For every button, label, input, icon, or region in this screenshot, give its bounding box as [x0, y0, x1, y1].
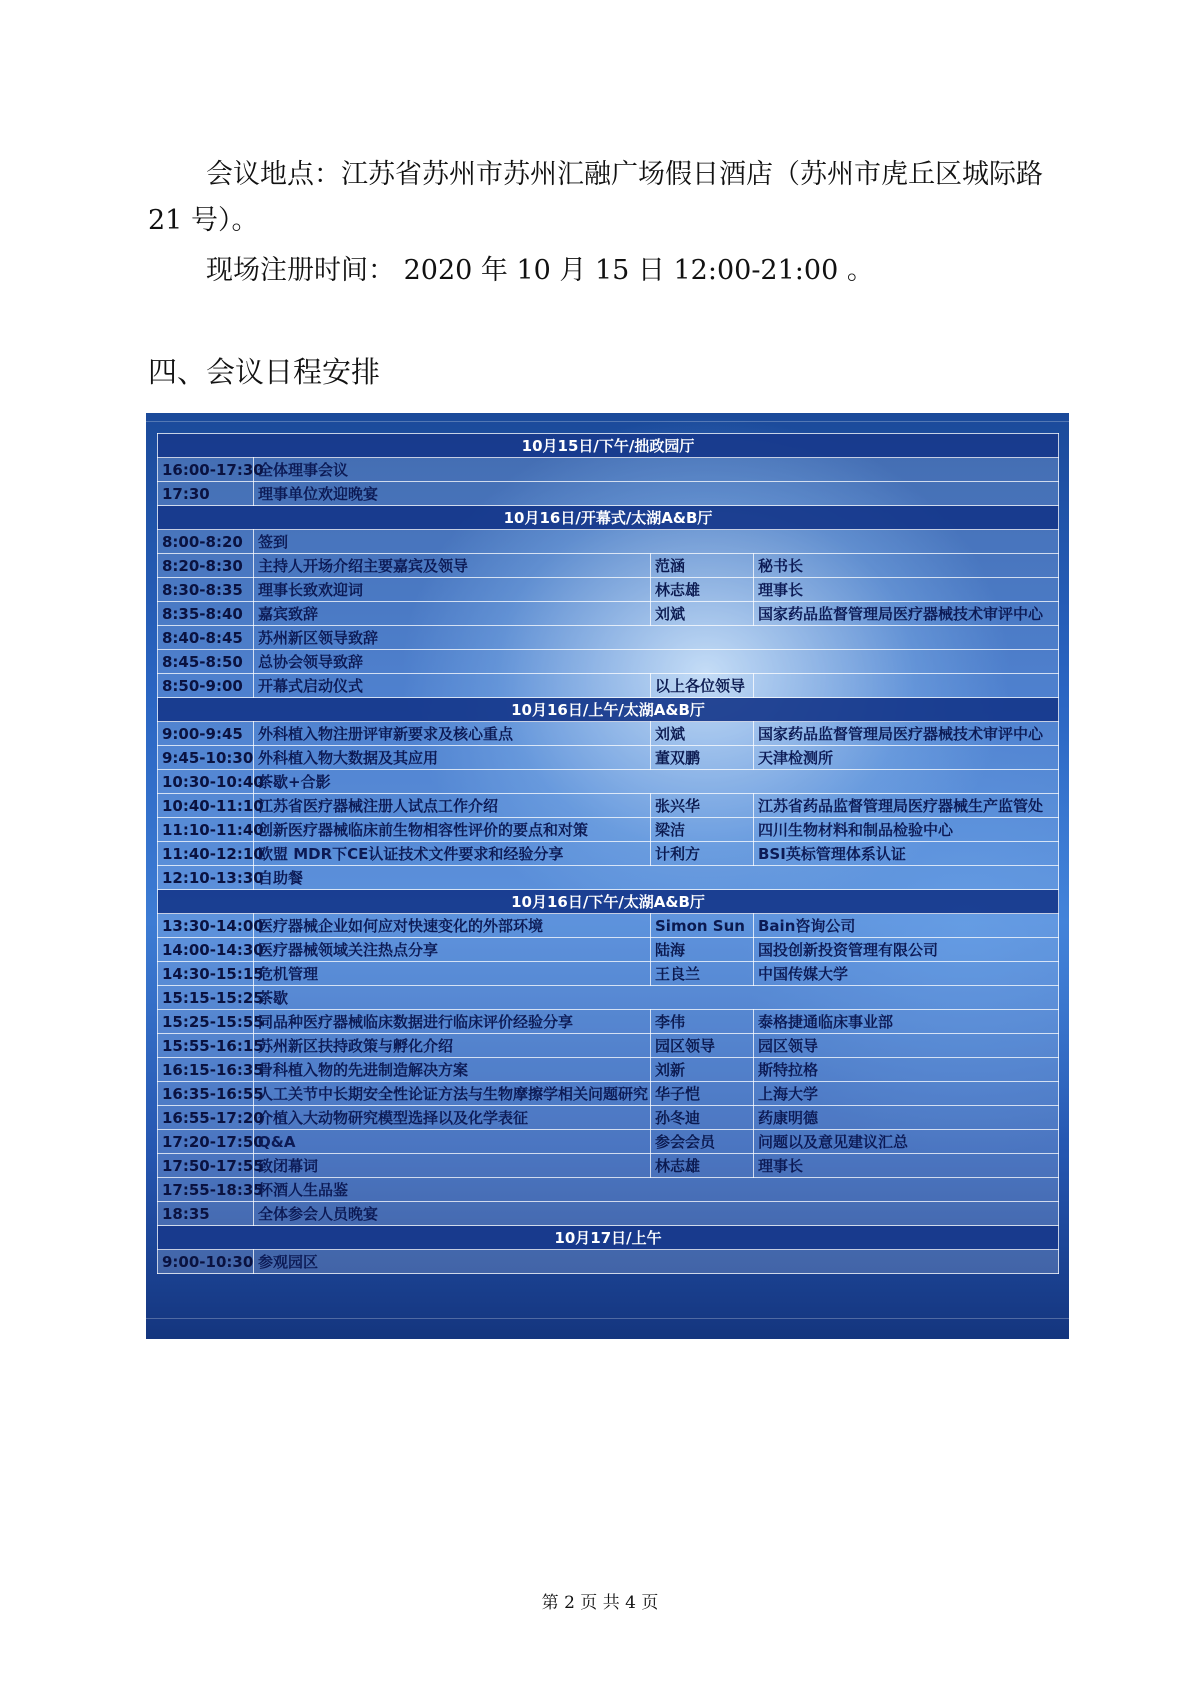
topic-cell: 杯酒人生品鉴 [254, 1178, 1059, 1202]
registration-paragraph: 现场注册时间： 2020 年 10 月 15 日 12:00-21:00 。 [206, 255, 874, 286]
schedule-section-header [158, 434, 1059, 458]
org-cell: 斯特拉格 [754, 1058, 1059, 1082]
time-cell: 15:25-15:55 [158, 1010, 254, 1034]
time-cell: 8:45-8:50 [158, 650, 254, 674]
table-row [158, 1058, 1059, 1082]
org-cell: Bain咨询公司 [754, 914, 1059, 938]
table-row [158, 458, 1059, 482]
speaker-cell: 刘新 [651, 1058, 754, 1082]
topic-cell: 自助餐 [254, 866, 1059, 890]
speaker-cell: 陆海 [651, 938, 754, 962]
org-cell: 上海大学 [754, 1082, 1059, 1106]
topic-cell: 主持人开场介绍主要嘉宾及领导 [254, 554, 651, 578]
time-cell: 9:45-10:30 [158, 746, 254, 770]
time-cell: 8:20-8:30 [158, 554, 254, 578]
time-cell: 16:55-17:20 [158, 1106, 254, 1130]
speaker-cell: 梁洁 [651, 818, 754, 842]
time-cell: 16:35-16:55 [158, 1082, 254, 1106]
time-cell: 14:30-15:15 [158, 962, 254, 986]
org-cell: 秘书长 [754, 554, 1059, 578]
schedule-section-header [158, 890, 1059, 914]
table-row [158, 1250, 1059, 1274]
topic-cell: 创新医疗器械临床前生物相容性评价的要点和对策 [254, 818, 651, 842]
speaker-cell: 董双鹏 [651, 746, 754, 770]
topic-cell: 理事单位欢迎晚宴 [254, 482, 1059, 506]
table-row [158, 746, 1059, 770]
time-cell: 11:10-11:40 [158, 818, 254, 842]
section-title: 四、会议日程安排 [148, 355, 381, 389]
table-row [158, 530, 1059, 554]
time-cell: 10:40-11:10 [158, 794, 254, 818]
topic-cell: 介植入大动物研究模型选择以及化学表征 [254, 1106, 651, 1130]
org-cell: 中国传媒大学 [754, 962, 1059, 986]
topic-cell: 全体参会人员晚宴 [254, 1202, 1059, 1226]
table-row [158, 602, 1059, 626]
org-cell: BSI英标管理体系认证 [754, 842, 1059, 866]
time-cell: 14:00-14:30 [158, 938, 254, 962]
org-cell: 四川生物材料和制品检验中心 [754, 818, 1059, 842]
topic-cell: 签到 [254, 530, 1059, 554]
topic-cell: 总协会领导致辞 [254, 650, 1059, 674]
topic-cell: 人工关节中长期安全性论证方法与生物摩擦学相关问题研究 [254, 1082, 651, 1106]
topic-cell: 江苏省医疗器械注册人试点工作介绍 [254, 794, 651, 818]
org-cell: 国家药品监督管理局医疗器械技术审评中心 [754, 722, 1059, 746]
venue-paragraph: 会议地点：江苏省苏州市苏州汇融广场假日酒店（苏州市虎丘区城际路 21 号）。 [148, 159, 1043, 236]
topic-cell: 理事长致欢迎词 [254, 578, 651, 602]
table-row [158, 1178, 1059, 1202]
speaker-cell: 刘斌 [651, 722, 754, 746]
table-row [158, 1082, 1059, 1106]
table-row [158, 674, 1059, 698]
org-cell: 理事长 [754, 578, 1059, 602]
org-cell: 泰格捷通临床事业部 [754, 1010, 1059, 1034]
table-row [158, 914, 1059, 938]
table-row [158, 1202, 1059, 1226]
topic-cell: 骨科植入物的先进制造解决方案 [254, 1058, 651, 1082]
time-cell: 9:00-10:30 [158, 1250, 254, 1274]
time-cell: 8:50-9:00 [158, 674, 254, 698]
speaker-cell: 范涵 [651, 554, 754, 578]
time-cell: 10:30-10:40 [158, 770, 254, 794]
speaker-cell: 王良兰 [651, 962, 754, 986]
speaker-cell: 华子恺 [651, 1082, 754, 1106]
topic-cell: 同品种医疗器械临床数据进行临床评价经验分享 [254, 1010, 651, 1034]
time-cell: 17:50-17:55 [158, 1154, 254, 1178]
speaker-cell: 园区领导 [651, 1034, 754, 1058]
org-cell: 药康明德 [754, 1106, 1059, 1130]
schedule-image [146, 413, 1069, 1339]
org-cell: 理事长 [754, 1154, 1059, 1178]
table-row [158, 482, 1059, 506]
table-row [158, 1010, 1059, 1034]
table-row [158, 1034, 1059, 1058]
topic-cell: 外科植入物大数据及其应用 [254, 746, 651, 770]
time-cell: 16:15-16:35 [158, 1058, 254, 1082]
topic-cell: 全体理事会议 [254, 458, 1059, 482]
table-row [158, 554, 1059, 578]
org-cell: 天津检测所 [754, 746, 1059, 770]
time-cell: 17:20-17:50 [158, 1130, 254, 1154]
topic-cell: 医疗器械领域关注热点分享 [254, 938, 651, 962]
time-cell: 8:40-8:45 [158, 626, 254, 650]
section-header-label: 10月15日/下午/拙政园厅 [158, 434, 1059, 458]
speaker-cell: 林志雄 [651, 578, 754, 602]
table-row [158, 626, 1059, 650]
time-cell: 15:15-15:25 [158, 986, 254, 1010]
table-row [158, 842, 1059, 866]
time-cell: 8:00-8:20 [158, 530, 254, 554]
speaker-cell: 张兴华 [651, 794, 754, 818]
table-row [158, 938, 1059, 962]
speaker-cell: 李伟 [651, 1010, 754, 1034]
topic-cell: 致闭幕词 [254, 1154, 651, 1178]
schedule-section-header [158, 1226, 1059, 1250]
table-row [158, 818, 1059, 842]
table-row [158, 794, 1059, 818]
topic-cell: 开幕式启动仪式 [254, 674, 651, 698]
org-cell: 问题以及意见建议汇总 [754, 1130, 1059, 1154]
topic-cell: 外科植入物注册评审新要求及核心重点 [254, 722, 651, 746]
speaker-cell: 孙冬迪 [651, 1106, 754, 1130]
table-row [158, 962, 1059, 986]
topic-cell: 茶歇 [254, 986, 1059, 1010]
time-cell: 8:35-8:40 [158, 602, 254, 626]
topic-cell: 危机管理 [254, 962, 651, 986]
topic-cell: 茶歇+合影 [254, 770, 1059, 794]
topic-cell: 欧盟 MDR下CE认证技术文件要求和经验分享 [254, 842, 651, 866]
time-cell: 17:30 [158, 482, 254, 506]
table-row [158, 578, 1059, 602]
schedule-section-header [158, 698, 1059, 722]
table-row [158, 1106, 1059, 1130]
section-header-label: 10月17日/上午 [158, 1226, 1059, 1250]
org-cell [754, 674, 1059, 698]
topic-cell: 参观园区 [254, 1250, 1059, 1274]
schedule-table [157, 433, 1059, 1274]
time-cell: 16:00-17:30 [158, 458, 254, 482]
speaker-cell: 以上各位领导 [651, 674, 754, 698]
topic-cell: 嘉宾致辞 [254, 602, 651, 626]
table-row [158, 986, 1059, 1010]
org-cell: 园区领导 [754, 1034, 1059, 1058]
speaker-cell: 刘斌 [651, 602, 754, 626]
page-footer: 第 2 页 共 4 页 [541, 1593, 659, 1613]
table-row [158, 770, 1059, 794]
speaker-cell: 计利方 [651, 842, 754, 866]
topic-cell: Q&A [254, 1130, 651, 1154]
time-cell: 11:40-12:10 [158, 842, 254, 866]
time-cell: 15:55-16:15 [158, 1034, 254, 1058]
topic-cell: 医疗器械企业如何应对快速变化的外部环境 [254, 914, 651, 938]
topic-cell: 苏州新区扶持政策与孵化介绍 [254, 1034, 651, 1058]
table-row [158, 1130, 1059, 1154]
table-row [158, 650, 1059, 674]
time-cell: 8:30-8:35 [158, 578, 254, 602]
schedule-section-header [158, 506, 1059, 530]
time-cell: 18:35 [158, 1202, 254, 1226]
org-cell: 江苏省药品监督管理局医疗器械生产监管处 [754, 794, 1059, 818]
table-row [158, 722, 1059, 746]
speaker-cell: 林志雄 [651, 1154, 754, 1178]
table-row [158, 866, 1059, 890]
time-cell: 12:10-13:30 [158, 866, 254, 890]
time-cell: 13:30-14:00 [158, 914, 254, 938]
topic-cell: 苏州新区领导致辞 [254, 626, 1059, 650]
section-header-label: 10月16日/上午/太湖A&B厅 [158, 698, 1059, 722]
time-cell: 17:55-18:35 [158, 1178, 254, 1202]
speaker-cell: Simon Sun [651, 914, 754, 938]
section-header-label: 10月16日/开幕式/太湖A&B厅 [158, 506, 1059, 530]
table-row [158, 1154, 1059, 1178]
time-cell: 9:00-9:45 [158, 722, 254, 746]
org-cell: 国投创新投资管理有限公司 [754, 938, 1059, 962]
org-cell: 国家药品监督管理局医疗器械技术审评中心 [754, 602, 1059, 626]
section-header-label: 10月16日/下午/太湖A&B厅 [158, 890, 1059, 914]
speaker-cell: 参会会员 [651, 1130, 754, 1154]
